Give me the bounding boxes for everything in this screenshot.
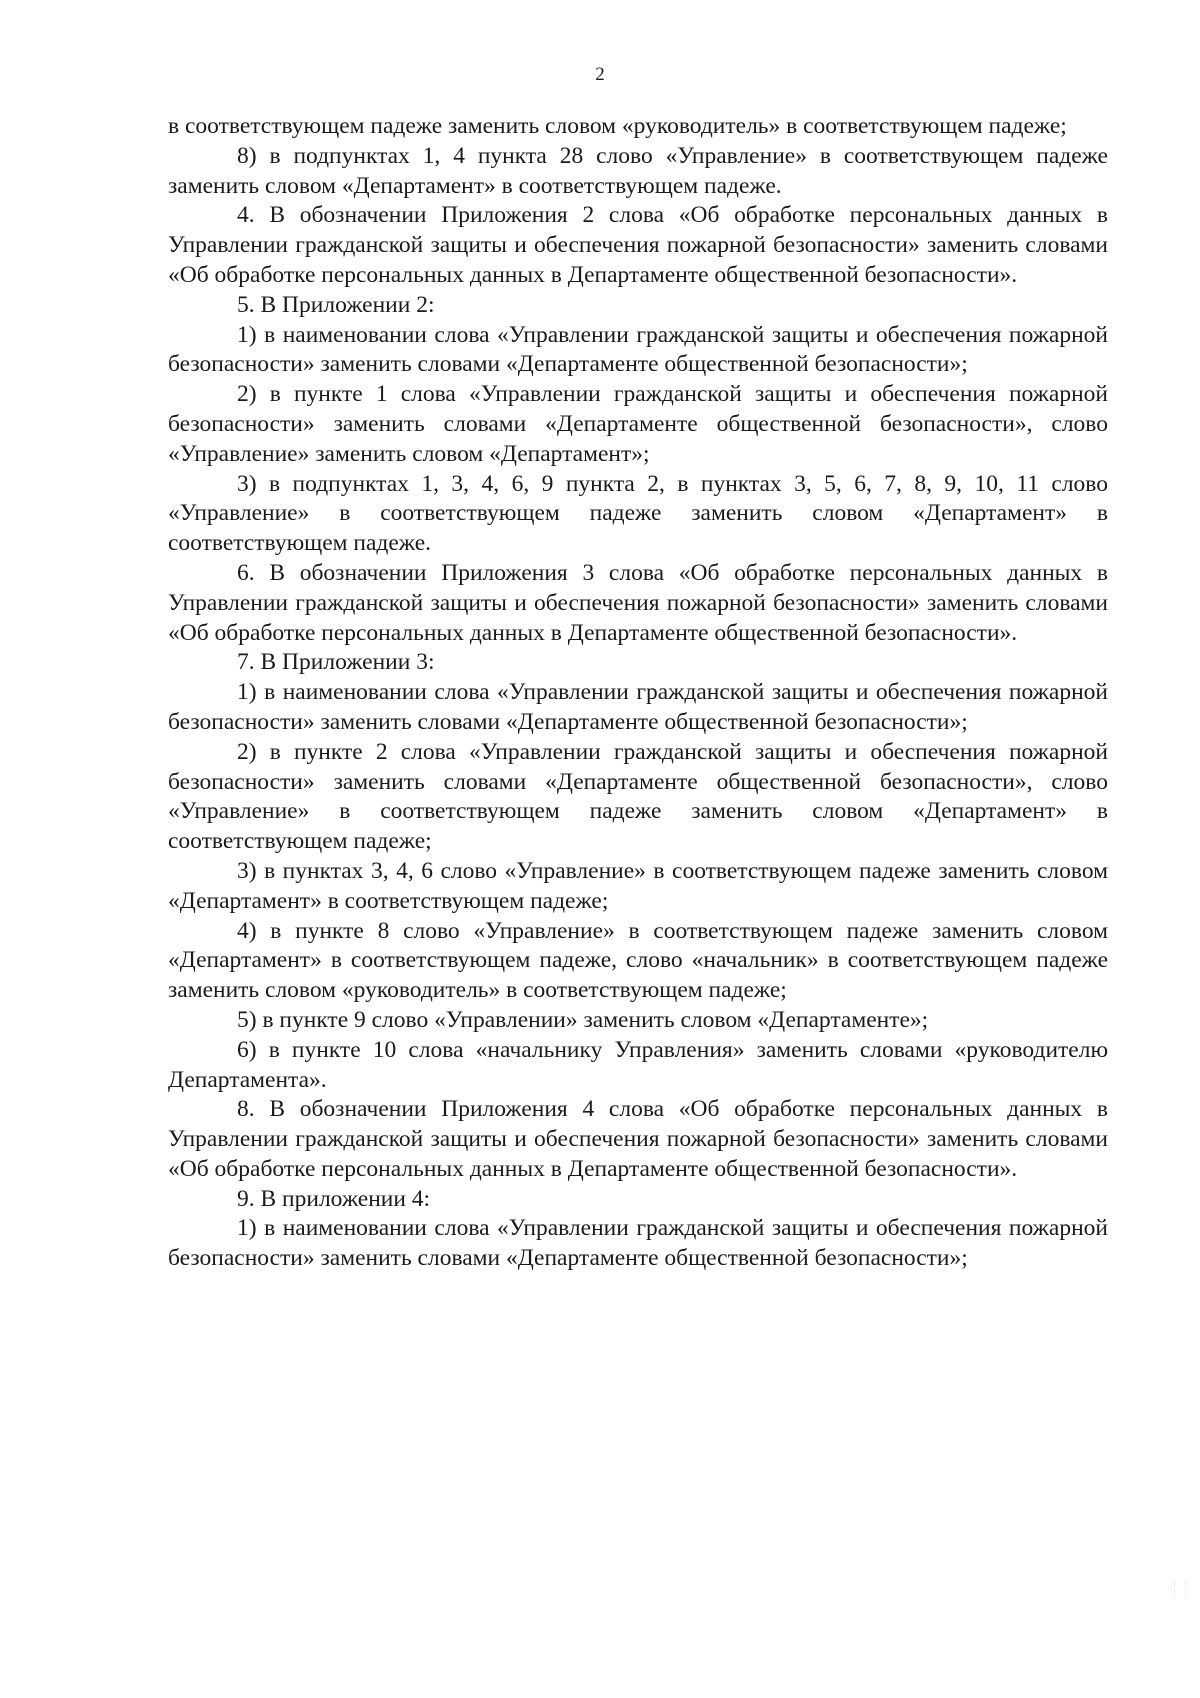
section-heading: 9. В приложении 4: <box>237 1185 431 1212</box>
section-heading: 5. В Приложении 2: <box>237 291 435 318</box>
paragraph: 1) в наименовании слова «Управлении гражданской защиты и обеспечения пожарной безопасности» заменить словами «Департаменте общественной безопасности»; <box>168 1215 1108 1272</box>
paragraph: 2) в пункте 2 слова «Управлении гражданской защиты и обеспечения пожарной безопасности» заменить словами «Департаменте общественной безопасности», слово «Управление» в соответствующем падеже заменить словом «Департамент» в соответствующем падеже; <box>168 738 1108 855</box>
paragraph: 4) в пункте 8 слово «Управление» в соответствующем падеже заменить словом «Департамент» в соответствующем падеже, слово «начальник» в соответствующем падеже заменить словом «руководитель» в соответствующем падеже; <box>168 917 1108 1004</box>
paragraph: в соответствующем падеже заменить словом «руководитель» в соответствующем падеже; <box>168 113 1067 139</box>
section-heading: 7. В Приложении 3: <box>237 649 435 676</box>
page-number: 2 <box>595 64 605 85</box>
paragraph: 6. В обозначении Приложения 3 слова «Об обработке персональных данных в Управлении гражданской защиты и обеспечения пожарной безопасности» заменить словами «Об обработке персональных данных в Департаменте общественной безопасности». <box>168 559 1108 646</box>
paragraph: 4. В обозначении Приложения 2 слова «Об обработке персональных данных в Управлении гражданской защиты и обеспечения пожарной безопасности» заменить словами «Об обработке персональных данных в Департаменте общественной безопасности». <box>168 202 1108 288</box>
paragraph: 2) в пункте 1 слова «Управлении гражданской защиты и обеспечения пожарной безопасности» заменить словами «Департаменте общественной безопасности», слово «Управление» заменить словом «Департамент»; <box>168 381 1108 467</box>
paragraph: 5) в пункте 9 слово «Управлении» заменить словом «Департаменте»; <box>237 1006 929 1033</box>
paragraph: 8) в подпунктах 1, 4 пункта 28 слово «Управление» в соответствующем падеже заменить словом «Департамент» в соответствующем падеже. <box>168 142 1108 199</box>
paragraph: 8. В обозначении Приложения 4 слова «Об обработке персональных данных в Управлении гражданской защиты и обеспечения пожарной безопасности» заменить словами «Об обработке персональных данных в Департаменте общественной безопасности». <box>168 1096 1108 1182</box>
scan-artifact <box>1174 1582 1186 1596</box>
paragraph: 6) в пункте 10 слова «начальнику Управления» заменить словами «руководителю Департамента». <box>168 1036 1108 1093</box>
paragraph: 1) в наименовании слова «Управлении гражданской защиты и обеспечения пожарной безопасности» заменить словами «Департаменте общественной безопасности»; <box>168 321 1108 378</box>
paragraph: 3) в пунктах 3, 4, 6 слово «Управление» в соответствующем падеже заменить словом «Департамент» в соответствующем падеже; <box>168 857 1108 914</box>
document-body <box>168 112 1108 1274</box>
paragraph: 3) в подпунктах 1, 3, 4, 6, 9 пункта 2, в пунктах 3, 5, 6, 7, 8, 9, 10, 11 слово «Управление» в соответствующем падеже заменить словом «Департамент» в соответствующем падеже. <box>168 470 1108 557</box>
paragraph: 1) в наименовании слова «Управлении гражданской защиты и обеспечения пожарной безопасности» заменить словами «Департаменте общественной безопасности»; <box>168 679 1108 735</box>
